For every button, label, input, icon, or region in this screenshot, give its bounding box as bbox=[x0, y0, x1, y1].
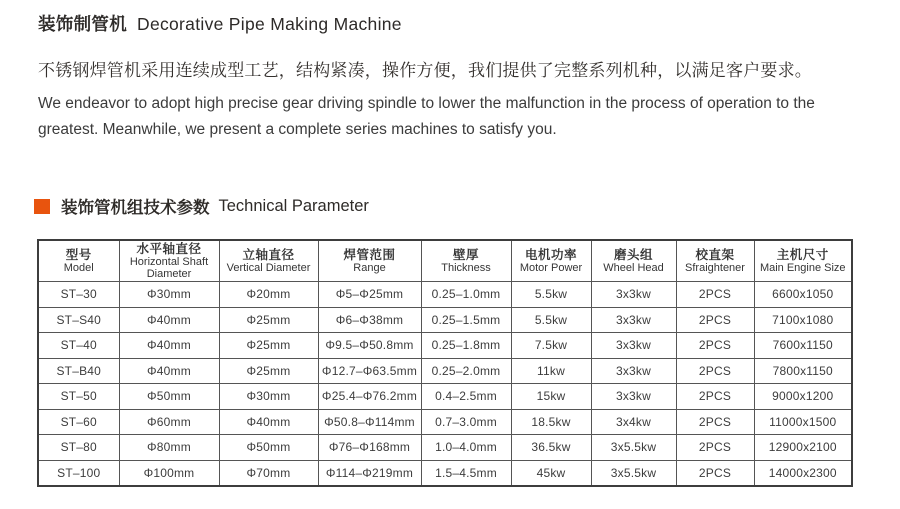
technical-parameter-table-wrap bbox=[37, 239, 851, 487]
table-cell: Φ50.8–Φ114mm bbox=[318, 409, 421, 435]
section-heading-chinese: 装饰管机组技术参数 bbox=[61, 199, 210, 217]
table-cell: Φ6–Φ38mm bbox=[318, 307, 421, 333]
table-cell: ST–B40 bbox=[38, 358, 119, 384]
intro-paragraph-english: We endeavor to adopt high precise gear driving spindle to lower the malfunction in the process of operation to the greatest. Meanwhile, we present a complete series machines to satisfy you. bbox=[38, 95, 815, 138]
table-cell: 12900x2100 bbox=[754, 435, 852, 461]
table-cell: Φ100mm bbox=[119, 460, 219, 486]
table-cell: 2PCS bbox=[676, 460, 754, 486]
table-cell: 2PCS bbox=[676, 358, 754, 384]
table-cell: ST–60 bbox=[38, 409, 119, 435]
table-cell: 3x3kw bbox=[591, 384, 676, 410]
table-cell: 3x3kw bbox=[591, 358, 676, 384]
table-cell: Φ76–Φ168mm bbox=[318, 435, 421, 461]
table-cell: Φ80mm bbox=[119, 435, 219, 461]
table-header-cell: 主机尺寸 Main Engine Size bbox=[754, 240, 852, 282]
table-cell: Φ50mm bbox=[219, 435, 318, 461]
table-cell: Φ40mm bbox=[219, 409, 318, 435]
table-cell: 2PCS bbox=[676, 333, 754, 359]
table-cell: Φ12.7–Φ63.5mm bbox=[318, 358, 421, 384]
table-cell: Φ25.4–Φ76.2mm bbox=[318, 384, 421, 410]
table-cell: Φ30mm bbox=[219, 384, 318, 410]
orange-square-bullet-icon bbox=[34, 199, 50, 214]
table-cell: 6600x1050 bbox=[754, 282, 852, 308]
table-cell: 0.25–2.0mm bbox=[421, 358, 511, 384]
table-cell: 14000x2300 bbox=[754, 460, 852, 486]
table-header-cell: 焊管范围 Range bbox=[318, 240, 421, 282]
table-header-cell: 立轴直径 Vertical Diameter bbox=[219, 240, 318, 282]
table-cell: 0.25–1.8mm bbox=[421, 333, 511, 359]
table-cell: Φ50mm bbox=[119, 384, 219, 410]
table-cell: ST–50 bbox=[38, 384, 119, 410]
table-cell: 2PCS bbox=[676, 384, 754, 410]
table-cell: 2PCS bbox=[676, 307, 754, 333]
table-cell: Φ20mm bbox=[219, 282, 318, 308]
table-header-row bbox=[38, 240, 852, 282]
table-cell: Φ114–Φ219mm bbox=[318, 460, 421, 486]
table-cell: 5.5kw bbox=[511, 307, 591, 333]
table-cell: Φ25mm bbox=[219, 307, 318, 333]
table-cell: 0.25–1.0mm bbox=[421, 282, 511, 308]
table-cell: 45kw bbox=[511, 460, 591, 486]
table-header-cell: 型号 Model bbox=[38, 240, 119, 282]
section-heading bbox=[34, 194, 369, 218]
table-cell: 3x5.5kw bbox=[591, 435, 676, 461]
table-cell: 2PCS bbox=[676, 409, 754, 435]
table-cell: 1.0–4.0mm bbox=[421, 435, 511, 461]
table-cell: Φ5–Φ25mm bbox=[318, 282, 421, 308]
table-row bbox=[38, 384, 852, 410]
table-header-cell: 校直架 Sfraightener bbox=[676, 240, 754, 282]
table-cell: 7600x1150 bbox=[754, 333, 852, 359]
table-cell: 7100x1080 bbox=[754, 307, 852, 333]
table-cell: 9000x1200 bbox=[754, 384, 852, 410]
table-cell: 15kw bbox=[511, 384, 591, 410]
table-cell: 3x3kw bbox=[591, 282, 676, 308]
table-cell: 7.5kw bbox=[511, 333, 591, 359]
table-header-cell: 水平轴直径 Horizontal Shaft Diameter bbox=[119, 240, 219, 282]
table-cell: 0.4–2.5mm bbox=[421, 384, 511, 410]
table-cell: 3x3kw bbox=[591, 307, 676, 333]
table-row bbox=[38, 358, 852, 384]
table-cell: ST–100 bbox=[38, 460, 119, 486]
table-cell: 11kw bbox=[511, 358, 591, 384]
table-row bbox=[38, 307, 852, 333]
table-cell: Φ40mm bbox=[119, 333, 219, 359]
table-cell: 3x4kw bbox=[591, 409, 676, 435]
table-cell: 3x3kw bbox=[591, 333, 676, 359]
table-row bbox=[38, 409, 852, 435]
table-cell: Φ9.5–Φ50.8mm bbox=[318, 333, 421, 359]
table-cell: Φ40mm bbox=[119, 307, 219, 333]
page-title-english: Decorative Pipe Making Machine bbox=[137, 14, 402, 34]
table-cell: ST–S40 bbox=[38, 307, 119, 333]
intro-block bbox=[38, 58, 870, 143]
table-cell: ST–40 bbox=[38, 333, 119, 359]
table-cell: ST–30 bbox=[38, 282, 119, 308]
table-cell: 18.5kw bbox=[511, 409, 591, 435]
intro-paragraph-chinese: 不锈钢焊管机采用连续成型工艺，结构紧凑，操作方便，我们提供了完整系列机种，以满足客户要求。 bbox=[38, 61, 812, 80]
table-cell: Φ25mm bbox=[219, 333, 318, 359]
table-header-cell: 壁厚 Thickness bbox=[421, 240, 511, 282]
table-cell: 11000x1500 bbox=[754, 409, 852, 435]
table-cell: 36.5kw bbox=[511, 435, 591, 461]
page-title-chinese: 装饰制管机 bbox=[38, 14, 127, 34]
table-header-cell: 电机功率 Motor Power bbox=[511, 240, 591, 282]
table-cell: Φ60mm bbox=[119, 409, 219, 435]
table-cell: Φ25mm bbox=[219, 358, 318, 384]
table-row bbox=[38, 282, 852, 308]
table-cell: 5.5kw bbox=[511, 282, 591, 308]
page-title bbox=[38, 11, 402, 36]
table-body bbox=[38, 282, 852, 487]
section-heading-english: Technical Parameter bbox=[218, 196, 369, 215]
table-cell: Φ70mm bbox=[219, 460, 318, 486]
table-row bbox=[38, 333, 852, 359]
table-row bbox=[38, 460, 852, 486]
technical-parameter-table bbox=[37, 239, 853, 487]
table-cell: Φ40mm bbox=[119, 358, 219, 384]
table-cell: 7800x1150 bbox=[754, 358, 852, 384]
table-header-cell: 磨头组 Wheel Head bbox=[591, 240, 676, 282]
table-cell: 0.25–1.5mm bbox=[421, 307, 511, 333]
table-row bbox=[38, 435, 852, 461]
table-cell: ST–80 bbox=[38, 435, 119, 461]
table-cell: Φ30mm bbox=[119, 282, 219, 308]
table-cell: 2PCS bbox=[676, 282, 754, 308]
table-cell: 0.7–3.0mm bbox=[421, 409, 511, 435]
table-cell: 1.5–4.5mm bbox=[421, 460, 511, 486]
table-cell: 3x5.5kw bbox=[591, 460, 676, 486]
table-cell: 2PCS bbox=[676, 435, 754, 461]
